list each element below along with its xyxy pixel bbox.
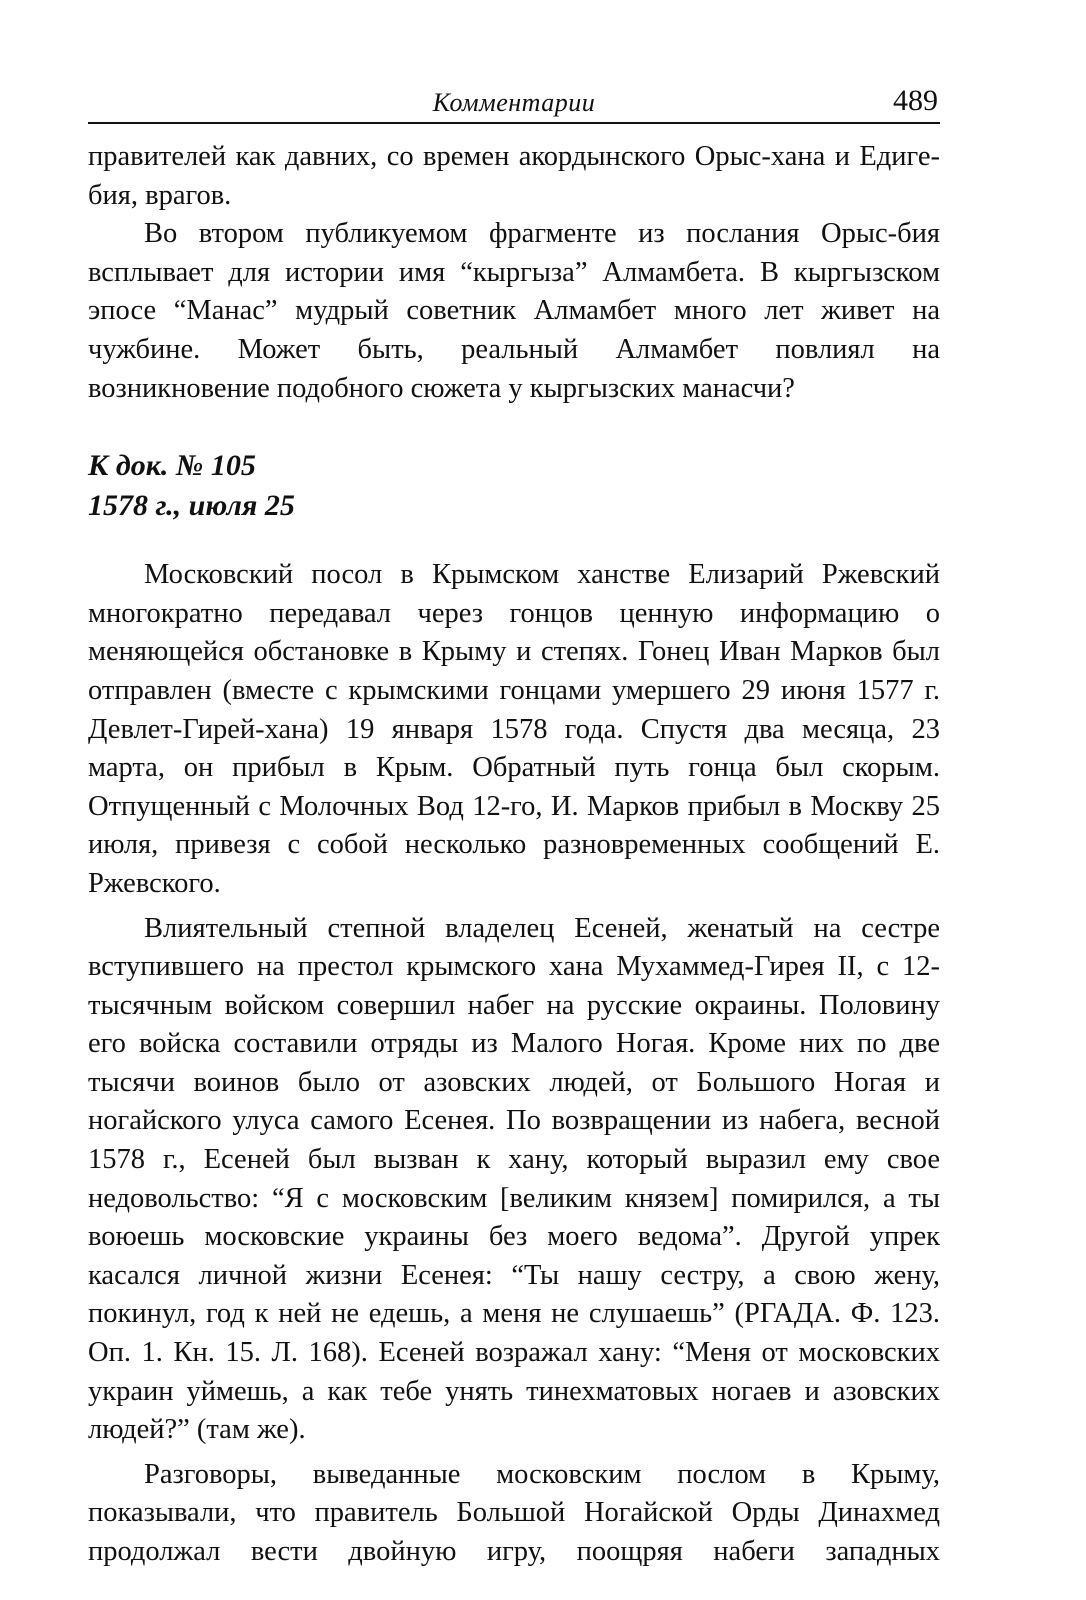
- running-head: [88, 78, 940, 124]
- paragraph-rzhevsky: Московский посол в Крымском ханстве Елизарий Ржевский многократно передавал через гонцов ценную информацию о меняющейся обстановке в Крыму и степях. Гонец Иван Марков был отправлен (вместе с крымскими гонцами умершего 29 июня 1577 г. Девлет-Гирей-хана) 19 января 1578 года. Спустя два месяца, 23 марта, он прибыл в Крым. Обратный путь гонца был скорым. Отпущенный с Молочных Вод 12-го, И. Марков прибыл в Москву 25 июля, привезя с собой несколько разновременных сообщений Е. Ржевского.: [88, 559, 940, 899]
- paragraph-eseney: Влиятельный степной владелец Есеней, женатый на сестре вступившего на престол крымского хана Мухаммед-Гирея II, с 12-тысячным войском совершил набег на русские окраины. Половину его войска составили отряды из Малого Ногая. Кроме них по две тысячи воинов было от азовских людей, от Большого Ногая и ногайского улуса самого Есенея. По возвращении из набега, весной 1578 г., Есеней был вызван к хану, который выразил ему свое недовольство: “Я с московским [великим князем] помирился, а ты воюешь московские украины без моего ведома”. Другой упрек касался личной жизни Есенея: “Ты нашу сестру, а свою жену, покинул, год к ней не едешь, а меня не слушаешь” (РГАДА. Ф. 123. Оп. 1. Кн. 15. Л. 168). Есеней возражал хану: “Меня от московских украин уймешь, а как тебе унять тинехматовых ногаев и азовских людей?” (там же).: [88, 912, 940, 1446]
- paragraph-almambet: Во втором публикуемом фрагменте из послания Орыс-бия всплывает для истории имя “кыргыза” Алмамбета. В кыргызском эпосе “Манас” мудрый советник Алмамбет много лет живет на чужбине. Может быть, реальный Алмамбет повлиял на возникновение подобного сюжета у кыргызских манасчи?: [88, 218, 940, 404]
- section-heading-document: К док. № 105: [88, 449, 256, 483]
- page-number: 489: [893, 84, 938, 117]
- running-head-title: Комментарии: [432, 88, 596, 117]
- paragraph-dinakhmed: Разговоры, выведанные московским послом в Крыму, показывали, что правитель Большой Ногайской Орды Динахмед продолжал вести двойную игру, поощряя набеги западных: [88, 1458, 940, 1567]
- heading-spacer: [88, 408, 940, 446]
- section-heading-date: 1578 г., июля 25: [88, 489, 295, 523]
- paragraph-continuation: правителей как давних, со времен акордынского Орыс-хана и Едиге-бия, врагов.: [88, 141, 940, 211]
- heading-spacer: [88, 526, 940, 556]
- book-page: [88, 78, 940, 1567]
- page-body: [88, 138, 940, 1572]
